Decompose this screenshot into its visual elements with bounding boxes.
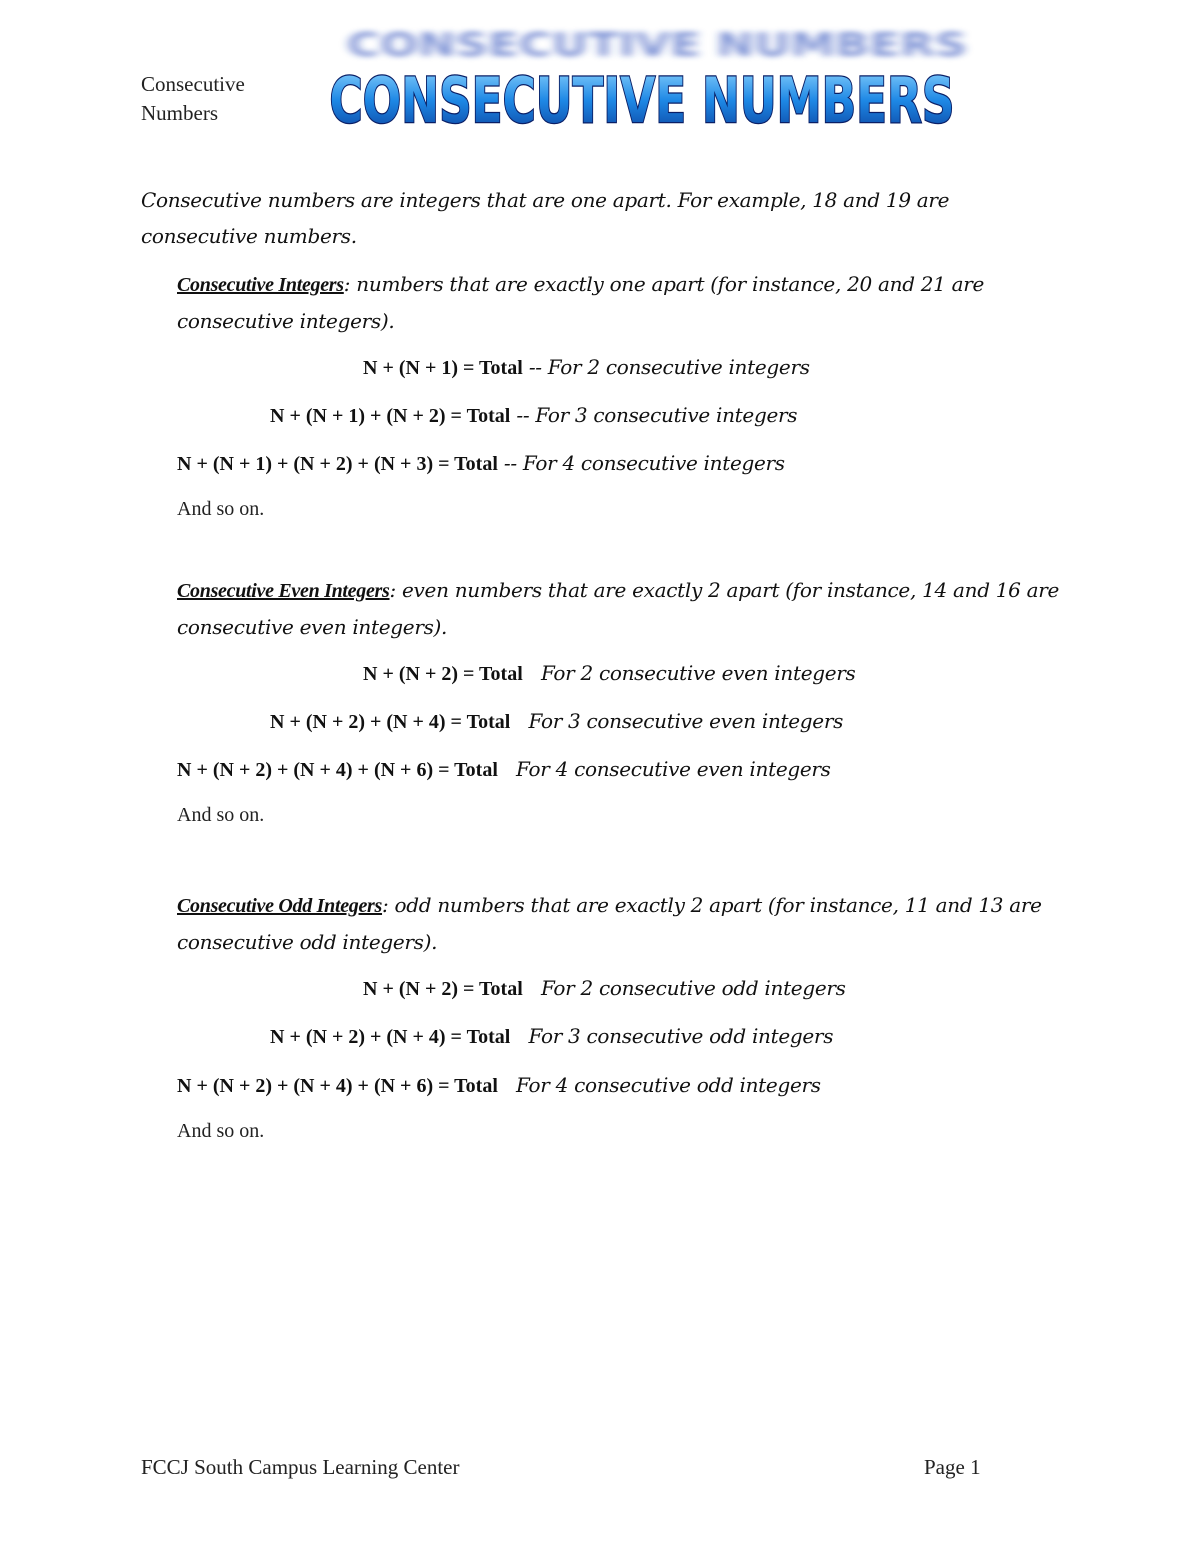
- equation-math: N + (N + 2) = Total: [363, 663, 523, 685]
- equation-math: N + (N + 1) + (N + 2) + (N + 3) = Total: [177, 453, 498, 475]
- section-title: Consecutive Even Integers: [177, 580, 390, 602]
- equation-math: N + (N + 2) + (N + 4) + (N + 6) = Total: [177, 1075, 498, 1097]
- equation-row: [363, 973, 846, 1004]
- wordart-main-text: CONSECUTIVE NUMBERS: [329, 64, 955, 137]
- footer-page-number: Page 1: [924, 1455, 981, 1479]
- equation-description: For 4 consecutive even integers: [497, 757, 831, 781]
- section-description: : numbers that are exactly one apart (for instance, 20 and 21 are consecutive integers).: [177, 272, 985, 333]
- section-consecutive-integers: [177, 266, 1077, 339]
- equation-description: -- For 4 consecutive integers: [497, 451, 785, 475]
- intro-paragraph: Consecutive numbers are integers that are one apart. For example, 18 and 19 are consecutive numbers.: [141, 188, 950, 248]
- equation-math: N + (N + 2) + (N + 4) = Total: [270, 711, 511, 733]
- equation-math: N + (N + 1) = Total: [363, 357, 523, 379]
- wordart-title-logo: [312, 25, 982, 138]
- equation-row: [270, 1021, 833, 1052]
- header-label-line2: Numbers: [141, 101, 218, 125]
- equation-description: -- For 2 consecutive integers: [522, 355, 810, 379]
- equation-row: [177, 1070, 821, 1101]
- section-title: Consecutive Integers: [177, 274, 344, 296]
- wordart-shadow-text: CONSECUTIVE NUMBERS: [346, 25, 967, 65]
- section-consecutive-even-integers: [177, 572, 1077, 645]
- section-consecutive-odd-integers: [177, 887, 1077, 960]
- footer-organization: FCCJ South Campus Learning Center: [141, 1455, 460, 1479]
- document-header-label: [141, 70, 245, 128]
- equation-description: For 4 consecutive odd integers: [497, 1073, 821, 1097]
- equation-row: [177, 754, 831, 785]
- and-so-on-text: And so on.: [177, 1120, 265, 1142]
- equation-math: N + (N + 2) + (N + 4) = Total: [270, 1026, 511, 1048]
- section-heading: [177, 266, 1077, 339]
- equation-math: N + (N + 1) + (N + 2) = Total: [270, 405, 511, 427]
- and-so-on-text: And so on.: [177, 804, 265, 826]
- section-title: Consecutive Odd Integers: [177, 895, 383, 917]
- section-heading: [177, 887, 1077, 960]
- section-description: : even numbers that are exactly 2 apart (for instance, 14 and 16 are consecutive even integers).: [177, 578, 1060, 639]
- equation-description: For 3 consecutive even integers: [510, 709, 844, 733]
- section-description: : odd numbers that are exactly 2 apart (for instance, 11 and 13 are consecutive odd integers).: [177, 893, 1042, 954]
- equation-row: [270, 400, 797, 431]
- section-heading: [177, 572, 1077, 645]
- equation-row: [177, 448, 785, 479]
- and-so-on-text: And so on.: [177, 498, 265, 520]
- equation-description: For 2 consecutive even integers: [522, 661, 856, 685]
- equation-description: For 2 consecutive odd integers: [522, 976, 846, 1000]
- equation-row: [363, 352, 810, 383]
- equation-description: For 3 consecutive odd integers: [510, 1024, 834, 1048]
- equation-description: -- For 3 consecutive integers: [510, 403, 798, 427]
- equation-math: N + (N + 2) + (N + 4) + (N + 6) = Total: [177, 759, 498, 781]
- equation-row: [363, 658, 856, 689]
- header-label-line1: Consecutive: [141, 72, 245, 96]
- equation-math: N + (N + 2) = Total: [363, 978, 523, 1000]
- equation-row: [270, 706, 843, 737]
